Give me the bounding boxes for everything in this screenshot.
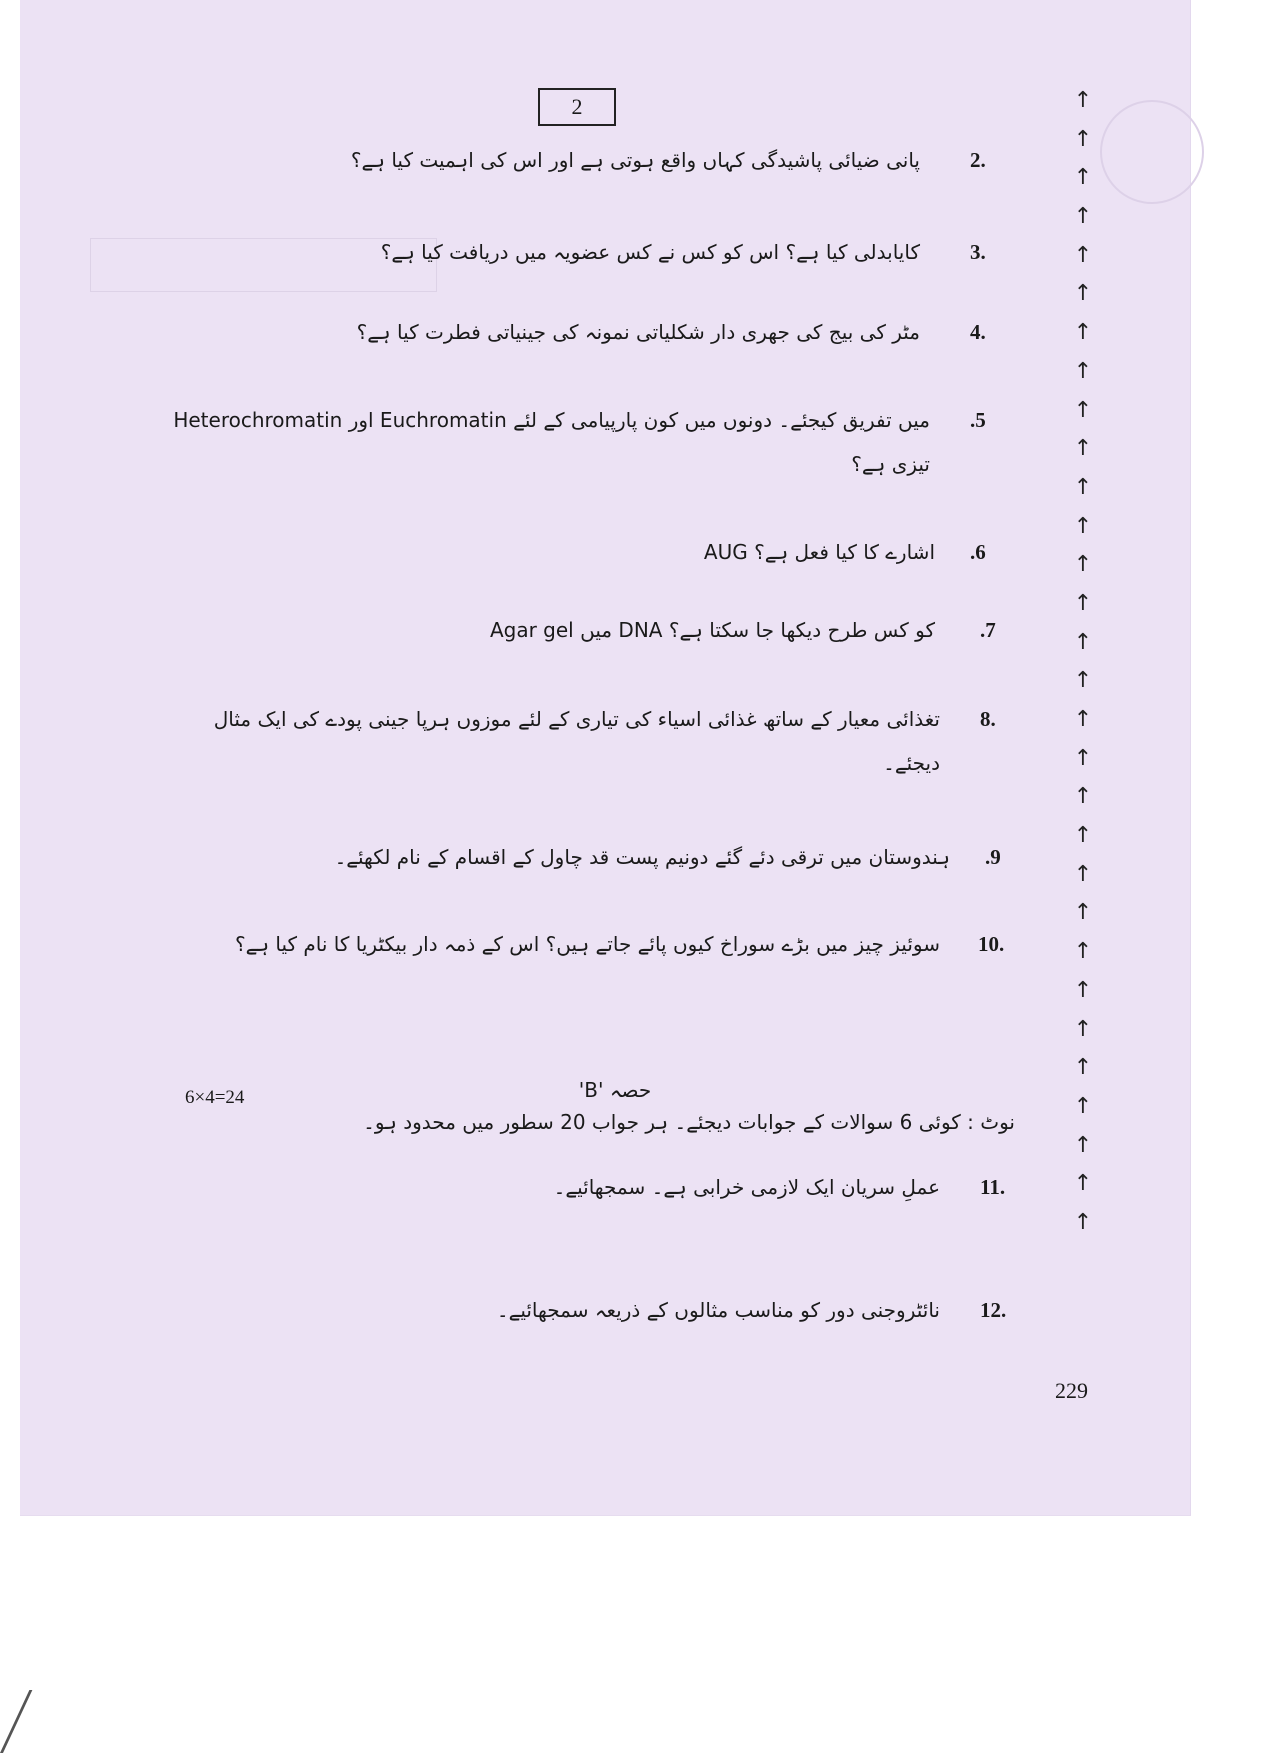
margin-arrow-icon: ↑ — [1073, 900, 1093, 926]
question-number: .6 — [970, 540, 986, 564]
margin-arrow-icon: ↑ — [1073, 474, 1093, 500]
margin-arrow-icon: ↑ — [1073, 513, 1093, 539]
margin-arrow-icon: ↑ — [1073, 1093, 1093, 1119]
margin-arrow-icon: ↑ — [1073, 1016, 1093, 1042]
question-number: 11. — [980, 1175, 1006, 1199]
margin-arrow-icon: ↑ — [1073, 358, 1093, 384]
margin-arrow-icon: ↑ — [1073, 126, 1093, 152]
margin-arrow-icon: ↑ — [1073, 939, 1093, 965]
question-text: AUG اشارے کا کیا فعل ہے؟ — [703, 540, 935, 564]
question-text: نائٹروجنی دور کو مناسب مثالوں کے ذریعہ سمجھائیے۔ — [496, 1298, 940, 1322]
margin-arrow-icon: ↑ — [1073, 784, 1093, 810]
question-text: ہندوستان میں ترقی دئے گئے دونیم پست قد چاول کے اقسام کے نام لکھئے۔ — [334, 845, 950, 869]
margin-arrow-icon: ↑ — [1073, 590, 1093, 616]
margin-arrow-icon: ↑ — [1073, 1171, 1093, 1197]
question-number: 4. — [970, 320, 986, 344]
question-text: کایابدلی کیا ہے؟ اس کو کس نے کس عضویہ میں دریافت کیا ہے؟ — [380, 240, 920, 264]
question-text: سوئیز چیز میں بڑے سوراخ کیوں پائے جاتے ہیں؟ اس کے ذمہ دار بیکٹریا کا نام کیا ہے؟ — [234, 932, 940, 956]
question-3 — [300, 240, 1000, 290]
margin-arrow-icon: ↑ — [1073, 165, 1093, 191]
margin-arrow-icon: ↑ — [1073, 436, 1093, 462]
question-number: 10. — [978, 932, 1005, 956]
margin-arrow-icon: ↑ — [1073, 88, 1093, 113]
question-text: پانی ضیائی پاشیدگی کہاں واقع ہوتی ہے اور اس کی اہمیت کیا ہے؟ — [350, 148, 920, 172]
bleed-through-stamp — [1100, 100, 1204, 204]
question-number: .5 — [970, 408, 986, 432]
question-5 — [160, 408, 1000, 503]
question-9 — [260, 845, 1010, 895]
margin-arrow-icon: ↑ — [1073, 397, 1093, 423]
question-text: عملِ سریان ایک لازمی خرابی ہے۔ سمجھائیے۔ — [553, 1175, 940, 1199]
question-7 — [300, 618, 1000, 668]
question-text: Heterochromatin اور Euchromatin میں تفریق کیجئے۔ دونوں میں کون پارپیامی کے لئے تیزی ہے؟ — [173, 408, 930, 476]
margin-arrow-icon: ↑ — [1073, 629, 1093, 655]
margin-arrow-icon: ↑ — [1073, 204, 1093, 230]
question-8 — [165, 707, 1005, 802]
question-text: تغذائی معیار کے ساتھ غذائی اسیاء کی تیاری کے لئے موزوں ہرپا جینی پودے کی ایک مثال دیجئے۔ — [213, 707, 940, 775]
margin-arrow-icon: ↑ — [1073, 320, 1093, 346]
question-number: 3. — [970, 240, 986, 264]
question-number: 8. — [980, 707, 996, 731]
question-number: .9 — [985, 845, 1001, 869]
margin-arrow-icon: ↑ — [1073, 1055, 1093, 1081]
question-text: مٹر کی بیج کی جھری دار شکلیاتی نمونہ کی جینیاتی فطرت کیا ہے؟ — [356, 320, 920, 344]
margin-arrow-icon: ↑ — [1073, 668, 1093, 694]
margin-arrow-icon: ↑ — [1073, 552, 1093, 578]
margin-arrow-icon: ↑ — [1073, 1132, 1093, 1158]
question-number: 12. — [980, 1298, 1007, 1322]
page-box-number: 2 — [538, 88, 616, 126]
question-6 — [300, 540, 1000, 590]
margin-arrow-icon: ↑ — [1073, 977, 1093, 1003]
question-number: 2. — [970, 148, 986, 172]
margin-arrow-icon: ↑ — [1073, 861, 1093, 887]
question-11 — [450, 1175, 1020, 1225]
question-12 — [420, 1298, 1020, 1348]
section-title: حصہ 'B' — [578, 1078, 652, 1102]
margin-arrow-icon: ↑ — [1073, 281, 1093, 307]
section-note: نوٹ : کوئی 6 سوالات کے جوابات دیجئے۔ ہر جواب 20 سطور میں محدود ہو۔ — [363, 1110, 1015, 1134]
margin-arrow-icon: ↑ — [1073, 823, 1093, 849]
question-number: .7 — [980, 618, 996, 642]
question-10 — [170, 932, 1010, 1027]
section-marks: 6×4=24 — [185, 1087, 245, 1108]
page-number: 229 — [1055, 1378, 1088, 1403]
margin-arrow-icon: ↑ — [1073, 1209, 1093, 1235]
margin-arrow-column — [1068, 82, 1098, 1243]
question-text: Agar gel میں DNA کو کس طرح دیکھا جا سکتا ہے؟ — [489, 618, 935, 642]
margin-arrow-icon: ↑ — [1073, 707, 1093, 732]
margin-arrow-icon: ↑ — [1073, 745, 1093, 771]
question-4 — [300, 320, 1000, 370]
question-2 — [300, 148, 1000, 198]
scan-edge-mark — [0, 1690, 72, 1753]
margin-arrow-icon: ↑ — [1073, 242, 1093, 268]
